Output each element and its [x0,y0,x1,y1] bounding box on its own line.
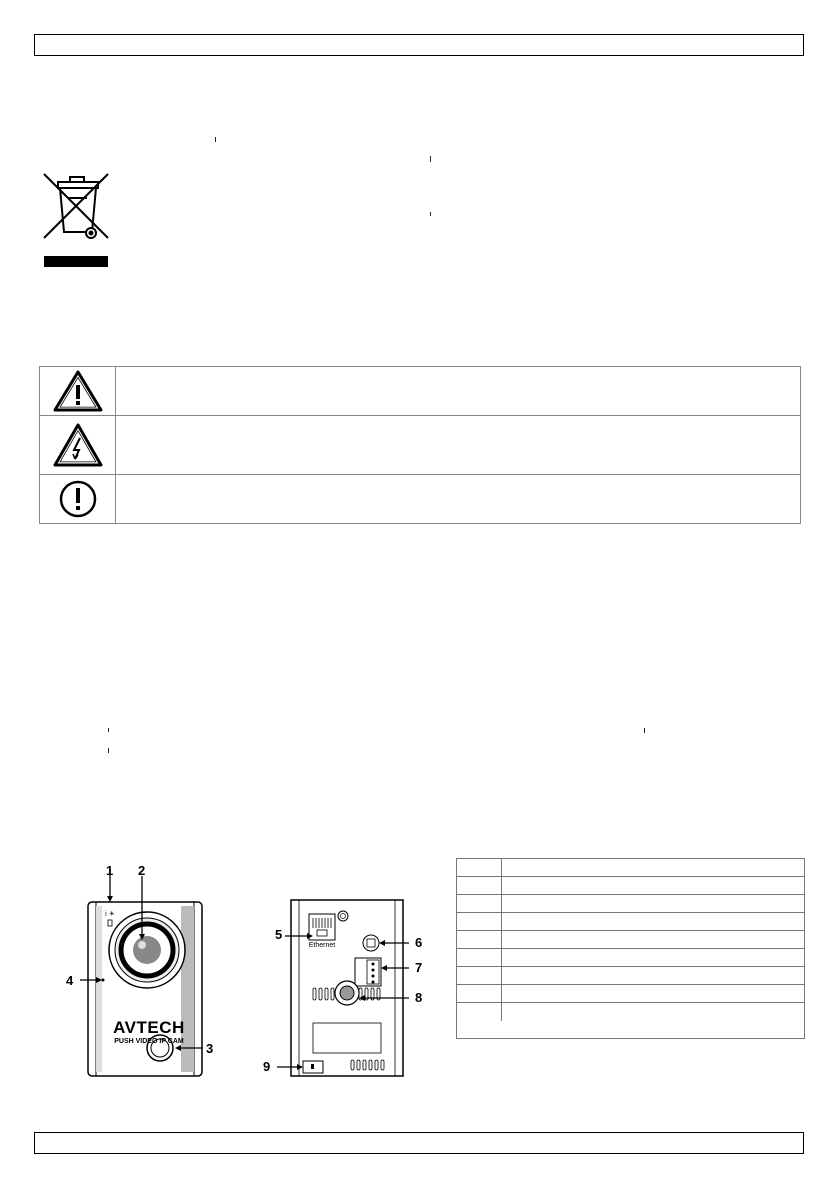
table-cell [457,985,502,1002]
speck [215,137,216,142]
table-cell [457,949,502,966]
callout-3: 3 [206,1041,214,1056]
callout-6: 6 [415,935,423,950]
electric-shock-icon [53,423,103,467]
camera-model-text: PUSH VIDEO IP CAM [114,1038,184,1045]
warning-icon-cell [40,367,116,415]
camera-brand-logo: AVTECH [113,1018,185,1037]
camera-front-figure [60,858,220,1080]
table-row [457,913,804,931]
table-row [457,985,804,1003]
important-notice-icon [58,479,98,519]
warning-icon-cell [40,416,116,474]
callout-7: 7 [415,960,423,975]
callout-2: 2 [138,863,146,878]
table-row [457,877,804,895]
table-cell [457,877,502,894]
svg-text:i ☀: i ☀ [105,911,115,918]
callout-4: 4 [66,973,74,988]
warning-row [40,416,800,475]
table-row [457,895,804,913]
table-row [457,931,804,949]
warning-row [40,367,800,416]
ethernet-port-label: Ethernet [308,942,336,949]
callout-5: 5 [275,927,283,942]
speck [430,156,431,162]
table-cell [457,967,502,984]
safety-symbols-table [39,366,801,524]
speck [644,728,645,733]
speck [430,212,431,216]
parts-legend-table [456,858,805,1039]
page-footer [34,1132,804,1154]
page-header [34,34,804,56]
callout-8: 8 [415,990,423,1005]
warning-triangle-icon [53,370,103,412]
weee-bin-icon [36,168,116,278]
camera-front-drawing [60,858,220,1080]
table-cell [457,913,502,930]
table-cell [457,931,502,948]
camera-back-figure [255,858,445,1086]
warning-icon-cell [40,475,116,523]
table-row [457,859,804,877]
warning-row [40,475,800,523]
table-cell [457,895,502,912]
callout-9: 9 [263,1059,271,1074]
callout-1: 1 [106,863,114,878]
table-row [457,1003,804,1021]
table-cell [457,1003,502,1021]
speck [108,748,109,753]
table-row [457,967,804,985]
table-row [457,949,804,967]
speck [108,728,109,732]
table-cell [457,859,502,876]
